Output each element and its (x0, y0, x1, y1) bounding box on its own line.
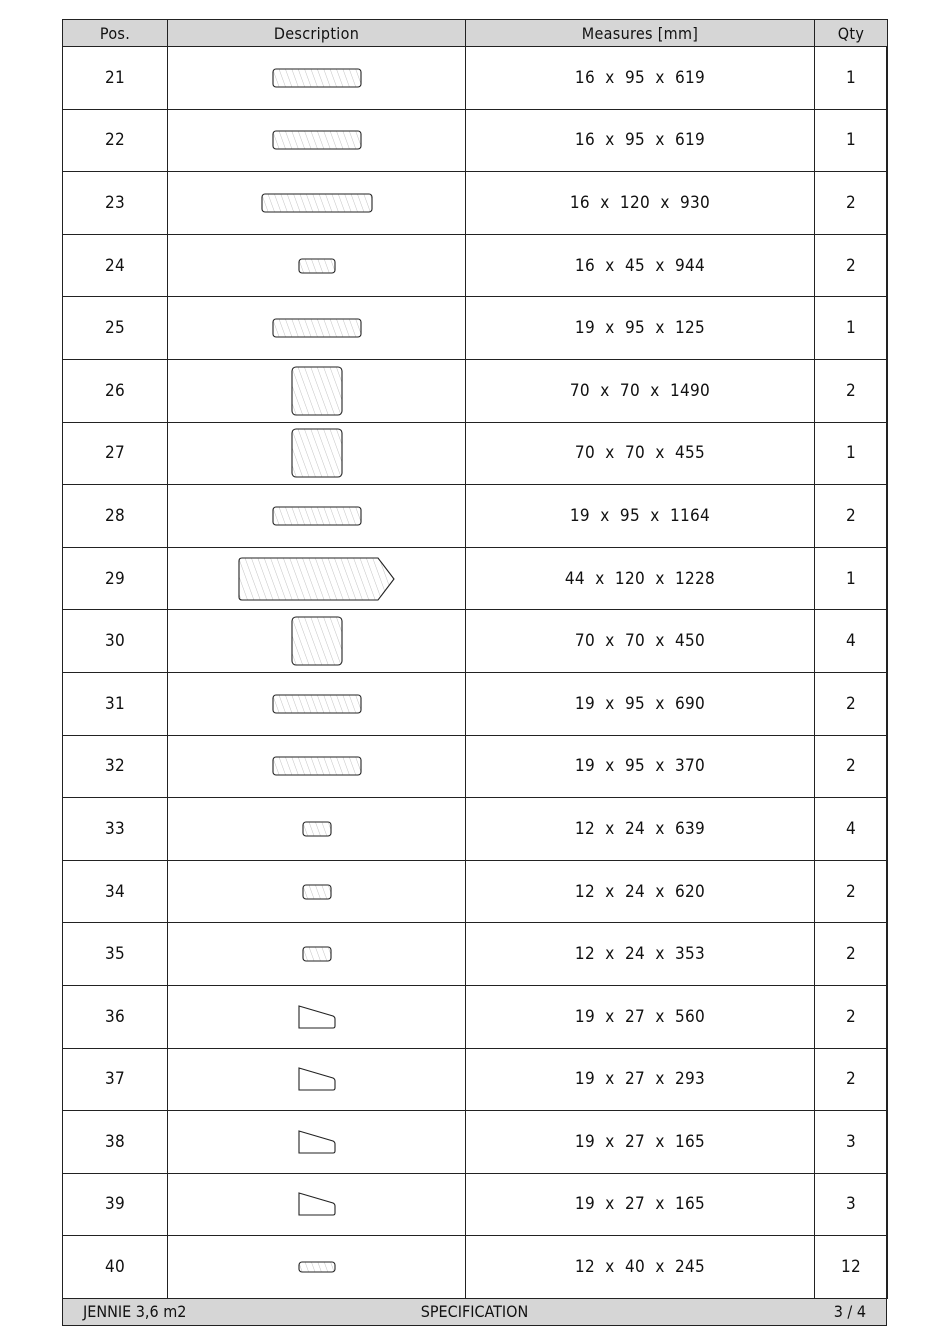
measures-cell: 19 x 95 x 370 (466, 735, 815, 798)
part-wedge-drawing (297, 1191, 337, 1217)
part-board-drawing (272, 318, 362, 338)
pos-cell: 28 (63, 485, 168, 548)
table-row (63, 359, 888, 422)
pos-cell: 32 (63, 735, 168, 798)
qty-cell: 1 (815, 47, 888, 110)
table-row (63, 610, 888, 673)
pos-cell: 40 (63, 1236, 168, 1299)
header-measures: Measures [mm] (466, 20, 815, 47)
qty-cell: 4 (815, 798, 888, 861)
qty-cell: 2 (815, 860, 888, 923)
part-strip-flat-drawing (298, 1261, 336, 1273)
pos-cell: 26 (63, 359, 168, 422)
qty-cell: 2 (815, 359, 888, 422)
part-wedge-drawing (297, 1066, 337, 1092)
description-cell (168, 1236, 466, 1299)
description-cell (168, 610, 466, 673)
part-board-wide-drawing (261, 193, 373, 213)
pos-cell: 29 (63, 547, 168, 610)
description-cell (168, 798, 466, 861)
table-row (63, 47, 888, 110)
description-cell (168, 923, 466, 986)
table-row (63, 672, 888, 735)
measures-cell: 19 x 27 x 560 (466, 985, 815, 1048)
description-cell (168, 547, 466, 610)
pos-cell: 27 (63, 422, 168, 485)
measures-cell: 16 x 120 x 930 (466, 172, 815, 235)
part-wedge-drawing (297, 1004, 337, 1030)
table-body (63, 47, 888, 1299)
qty-cell: 2 (815, 923, 888, 986)
table-row (63, 297, 888, 360)
qty-cell: 3 (815, 1111, 888, 1174)
description-cell (168, 1173, 466, 1236)
description-cell (168, 485, 466, 548)
pos-cell: 22 (63, 109, 168, 172)
description-cell (168, 1111, 466, 1174)
description-cell (168, 109, 466, 172)
pos-cell: 36 (63, 985, 168, 1048)
specification-sheet (62, 19, 887, 1326)
description-cell (168, 297, 466, 360)
measures-cell: 16 x 95 x 619 (466, 47, 815, 110)
measures-cell: 19 x 95 x 1164 (466, 485, 815, 548)
measures-cell: 12 x 24 x 620 (466, 860, 815, 923)
table-row (63, 1111, 888, 1174)
measures-cell: 19 x 27 x 165 (466, 1173, 815, 1236)
pos-cell: 39 (63, 1173, 168, 1236)
product-name: JENNIE 3,6 m2 (83, 1302, 187, 1321)
pos-cell: 24 (63, 234, 168, 297)
measures-cell: 19 x 95 x 690 (466, 672, 815, 735)
description-cell (168, 985, 466, 1048)
pos-cell: 34 (63, 860, 168, 923)
part-wedge-drawing (297, 1129, 337, 1155)
table-row (63, 1173, 888, 1236)
title-block (63, 1298, 886, 1325)
pos-cell: 35 (63, 923, 168, 986)
measures-cell: 70 x 70 x 1490 (466, 359, 815, 422)
qty-cell: 4 (815, 610, 888, 673)
table-row (63, 860, 888, 923)
qty-cell: 1 (815, 547, 888, 610)
pos-cell: 31 (63, 672, 168, 735)
qty-cell: 2 (815, 735, 888, 798)
pos-cell: 38 (63, 1111, 168, 1174)
description-cell (168, 172, 466, 235)
table-row (63, 1236, 888, 1299)
table-row (63, 923, 888, 986)
table-row (63, 547, 888, 610)
qty-cell: 2 (815, 1048, 888, 1111)
table-row (63, 422, 888, 485)
qty-cell: 3 (815, 1173, 888, 1236)
table-row (63, 798, 888, 861)
part-strip-drawing (302, 946, 332, 962)
table-row (63, 985, 888, 1048)
part-batten-drawing (298, 258, 336, 274)
table-row (63, 172, 888, 235)
part-post-drawing (291, 366, 343, 416)
header-qty: Qty (815, 20, 888, 47)
part-board-drawing (272, 130, 362, 150)
part-strip-drawing (302, 821, 332, 837)
header-description: Description (168, 20, 466, 47)
table-header-row (63, 20, 888, 47)
part-post-drawing (291, 616, 343, 666)
measures-cell: 16 x 45 x 944 (466, 234, 815, 297)
table-row (63, 735, 888, 798)
part-beam-pointed-drawing (238, 557, 396, 601)
qty-cell: 12 (815, 1236, 888, 1299)
qty-cell: 1 (815, 297, 888, 360)
measures-cell: 19 x 27 x 165 (466, 1111, 815, 1174)
table-row (63, 1048, 888, 1111)
description-cell (168, 735, 466, 798)
qty-cell: 2 (815, 672, 888, 735)
pos-cell: 25 (63, 297, 168, 360)
description-cell (168, 860, 466, 923)
pos-cell: 21 (63, 47, 168, 110)
part-board-drawing (272, 694, 362, 714)
table-row (63, 109, 888, 172)
header-pos: Pos. (63, 20, 168, 47)
description-cell (168, 359, 466, 422)
part-strip-drawing (302, 884, 332, 900)
description-cell (168, 422, 466, 485)
measures-cell: 70 x 70 x 455 (466, 422, 815, 485)
table-row (63, 485, 888, 548)
description-cell (168, 234, 466, 297)
measures-cell: 70 x 70 x 450 (466, 610, 815, 673)
qty-cell: 2 (815, 172, 888, 235)
pos-cell: 30 (63, 610, 168, 673)
qty-cell: 2 (815, 985, 888, 1048)
part-board-drawing (272, 68, 362, 88)
measures-cell: 12 x 24 x 353 (466, 923, 815, 986)
sheet-title: SPECIFICATION (420, 1302, 529, 1321)
description-cell (168, 47, 466, 110)
description-cell (168, 1048, 466, 1111)
pos-cell: 23 (63, 172, 168, 235)
measures-cell: 12 x 24 x 639 (466, 798, 815, 861)
measures-cell: 44 x 120 x 1228 (466, 547, 815, 610)
measures-cell: 19 x 27 x 293 (466, 1048, 815, 1111)
measures-cell: 16 x 95 x 619 (466, 109, 815, 172)
qty-cell: 2 (815, 485, 888, 548)
measures-cell: 19 x 95 x 125 (466, 297, 815, 360)
measures-cell: 12 x 40 x 245 (466, 1236, 815, 1299)
pos-cell: 37 (63, 1048, 168, 1111)
table-row (63, 234, 888, 297)
part-post-drawing (291, 428, 343, 478)
description-cell (168, 672, 466, 735)
qty-cell: 2 (815, 234, 888, 297)
page-number: 3 / 4 (833, 1302, 866, 1321)
qty-cell: 1 (815, 422, 888, 485)
qty-cell: 1 (815, 109, 888, 172)
part-board-drawing (272, 506, 362, 526)
specification-table (62, 19, 888, 1299)
part-board-drawing (272, 756, 362, 776)
pos-cell: 33 (63, 798, 168, 861)
